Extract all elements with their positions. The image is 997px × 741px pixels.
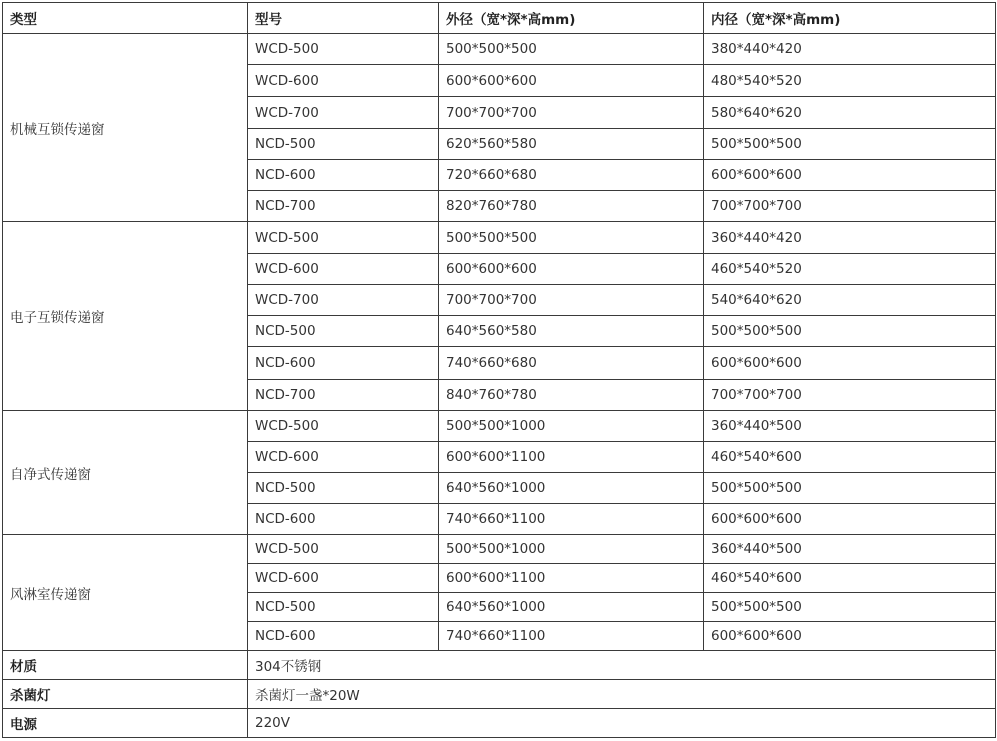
header-outer-dim: 外径（宽*深*高mm) [439, 3, 704, 34]
outer-dim-cell: 600*600*1100 [439, 442, 704, 473]
model-cell: NCD-600 [248, 160, 439, 191]
spec-body [3, 34, 996, 738]
outer-dim-cell: 620*560*580 [439, 129, 704, 160]
model-cell: NCD-500 [248, 316, 439, 347]
header-model: 型号 [248, 3, 439, 34]
inner-dim-cell: 600*600*600 [704, 160, 996, 191]
inner-dim-cell: 480*540*520 [704, 65, 996, 97]
inner-dim-cell: 500*500*500 [704, 129, 996, 160]
model-cell: NCD-600 [248, 347, 439, 380]
outer-dim-cell: 600*600*1100 [439, 564, 704, 593]
model-cell: WCD-600 [248, 65, 439, 97]
inner-dim-cell: 580*640*620 [704, 97, 996, 129]
footer-row [3, 680, 996, 709]
outer-dim-cell: 740*660*1100 [439, 504, 704, 535]
inner-dim-cell: 380*440*420 [704, 34, 996, 65]
inner-dim-cell: 500*500*500 [704, 316, 996, 347]
table-row [3, 34, 996, 65]
type-cell: 电子互锁传递窗 [3, 222, 248, 411]
model-cell: NCD-600 [248, 622, 439, 651]
model-cell: NCD-500 [248, 129, 439, 160]
footer-value: 304不锈钢 [248, 651, 996, 680]
inner-dim-cell: 600*600*600 [704, 504, 996, 535]
header-row [3, 3, 996, 34]
inner-dim-cell: 460*540*600 [704, 564, 996, 593]
inner-dim-cell: 360*440*420 [704, 222, 996, 254]
type-cell: 自净式传递窗 [3, 411, 248, 535]
outer-dim-cell: 500*500*500 [439, 34, 704, 65]
table-row [3, 411, 996, 442]
model-cell: NCD-500 [248, 473, 439, 504]
footer-value: 杀菌灯一盏*20W [248, 680, 996, 709]
inner-dim-cell: 460*540*520 [704, 254, 996, 285]
outer-dim-cell: 600*600*600 [439, 254, 704, 285]
inner-dim-cell: 600*600*600 [704, 622, 996, 651]
outer-dim-cell: 820*760*780 [439, 191, 704, 222]
inner-dim-cell: 460*540*600 [704, 442, 996, 473]
outer-dim-cell: 500*500*1000 [439, 411, 704, 442]
header-type: 类型 [3, 3, 248, 34]
inner-dim-cell: 700*700*700 [704, 191, 996, 222]
inner-dim-cell: 600*600*600 [704, 347, 996, 380]
inner-dim-cell: 360*440*500 [704, 411, 996, 442]
inner-dim-cell: 500*500*500 [704, 473, 996, 504]
model-cell: WCD-500 [248, 222, 439, 254]
outer-dim-cell: 700*700*700 [439, 285, 704, 316]
inner-dim-cell: 360*440*500 [704, 535, 996, 564]
model-cell: NCD-500 [248, 593, 439, 622]
outer-dim-cell: 720*660*680 [439, 160, 704, 191]
header-inner-dim: 内径（宽*深*高mm) [704, 3, 996, 34]
footer-row [3, 651, 996, 680]
footer-row [3, 709, 996, 738]
table-row [3, 222, 996, 254]
inner-dim-cell: 700*700*700 [704, 380, 996, 411]
type-cell: 风淋室传递窗 [3, 535, 248, 651]
spec-table [2, 2, 996, 738]
model-cell: WCD-500 [248, 34, 439, 65]
outer-dim-cell: 640*560*1000 [439, 593, 704, 622]
model-cell: WCD-600 [248, 254, 439, 285]
outer-dim-cell: 600*600*600 [439, 65, 704, 97]
model-cell: NCD-700 [248, 380, 439, 411]
outer-dim-cell: 640*560*580 [439, 316, 704, 347]
outer-dim-cell: 740*660*680 [439, 347, 704, 380]
outer-dim-cell: 500*500*500 [439, 222, 704, 254]
inner-dim-cell: 500*500*500 [704, 593, 996, 622]
model-cell: NCD-600 [248, 504, 439, 535]
footer-value: 220V [248, 709, 996, 738]
outer-dim-cell: 740*660*1100 [439, 622, 704, 651]
outer-dim-cell: 840*760*780 [439, 380, 704, 411]
outer-dim-cell: 700*700*700 [439, 97, 704, 129]
model-cell: WCD-600 [248, 564, 439, 593]
model-cell: WCD-600 [248, 442, 439, 473]
footer-label: 电源 [3, 709, 248, 738]
table-row [3, 535, 996, 564]
model-cell: WCD-700 [248, 285, 439, 316]
inner-dim-cell: 540*640*620 [704, 285, 996, 316]
model-cell: NCD-700 [248, 191, 439, 222]
footer-label: 杀菌灯 [3, 680, 248, 709]
outer-dim-cell: 500*500*1000 [439, 535, 704, 564]
model-cell: WCD-500 [248, 535, 439, 564]
footer-label: 材质 [3, 651, 248, 680]
type-cell: 机械互锁传递窗 [3, 34, 248, 222]
model-cell: WCD-500 [248, 411, 439, 442]
model-cell: WCD-700 [248, 97, 439, 129]
outer-dim-cell: 640*560*1000 [439, 473, 704, 504]
